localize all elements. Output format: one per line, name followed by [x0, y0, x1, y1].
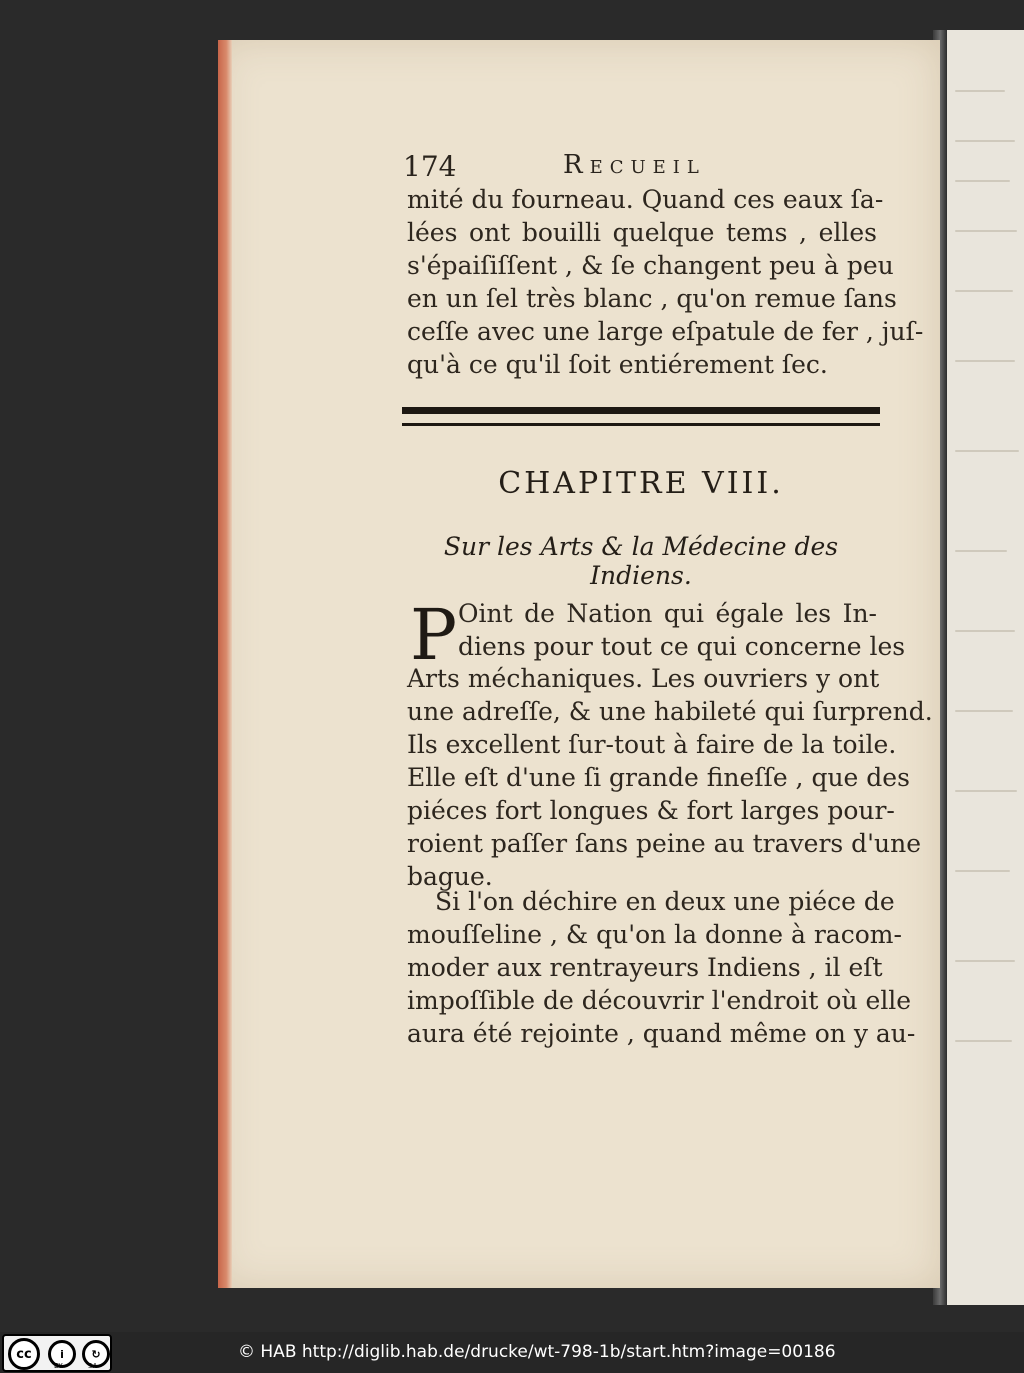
text-line: Arts méchaniques. Les ouvriers y ont: [407, 664, 880, 693]
text-line: ceſſe avec une large eſpatule de fer , juſ-: [407, 317, 924, 346]
drop-cap: P: [410, 594, 458, 676]
text-line: moder aux rentrayeurs Indiens , il eſt: [407, 953, 883, 982]
text-line: mité du fourneau. Quand ces eaux ſa-: [407, 185, 884, 214]
text-line: impoſſible de découvrir l'endroit où elle: [407, 986, 912, 1015]
red-page-edge: [218, 40, 232, 1288]
divider-thin-rule: [402, 423, 880, 426]
divider-thick-rule: [402, 407, 880, 414]
footer-source-link[interactable]: © HAB http://diglib.hab.de/drucke/wt-798-1b/start.htm?image=00186: [238, 1342, 836, 1362]
paragraph-1: [407, 662, 933, 893]
attribution-icon: i: [48, 1340, 76, 1368]
text-line: Oint de Nation qui égale les In-: [458, 599, 877, 628]
facing-page: [947, 30, 1024, 1305]
share-alike-icon: ↻: [82, 1340, 110, 1368]
text-line: Elle eſt d'une ſi grande fineſſe , que des: [407, 763, 910, 792]
text-line: lées ont bouilli quelque tems , elles: [407, 218, 877, 247]
running-title: Recueil: [563, 150, 706, 180]
paragraph-1-opening: [458, 597, 906, 663]
by-label: BY: [54, 1362, 63, 1370]
sa-label: SA: [88, 1362, 98, 1370]
chapter-title: CHAPITRE VIII.: [498, 466, 784, 501]
text-line: Si l'on déchire en deux une piéce de: [435, 887, 895, 916]
text-line: roient paſſer ſans peine au travers d'une: [407, 829, 922, 858]
top-paragraph: [407, 183, 924, 381]
chapter-subtitle: Sur les Arts & la Médecine des Indiens.: [443, 532, 839, 590]
text-line: piéces fort longues & fort larges pour-: [407, 796, 895, 825]
cc-icon: cc: [8, 1338, 40, 1370]
text-line: diens pour tout ce qui concerne les: [458, 632, 906, 661]
text-line: aura été rejointe , quand même on y au-: [407, 1019, 916, 1048]
text-line: Ils excellent ſur-tout à faire de la toile.: [407, 730, 897, 759]
text-line: une adreſſe, & une habileté qui ſurprend.: [407, 697, 933, 726]
text-line: bague.: [407, 862, 493, 891]
text-line: qu'à ce qu'il ſoit entiérement ſec.: [407, 350, 828, 379]
text-line: mouſſeline , & qu'on la donne à racom-: [407, 920, 902, 949]
paragraph-2: [407, 885, 916, 1050]
page-number: 174: [403, 150, 457, 183]
text-line: s'épaiſiſſent , & ſe changent peu à peu: [407, 251, 894, 280]
cc-license-badge[interactable]: [2, 1334, 112, 1372]
text-line: en un ſel très blanc , qu'on remue ſans: [407, 284, 897, 313]
section-divider: [402, 407, 880, 433]
